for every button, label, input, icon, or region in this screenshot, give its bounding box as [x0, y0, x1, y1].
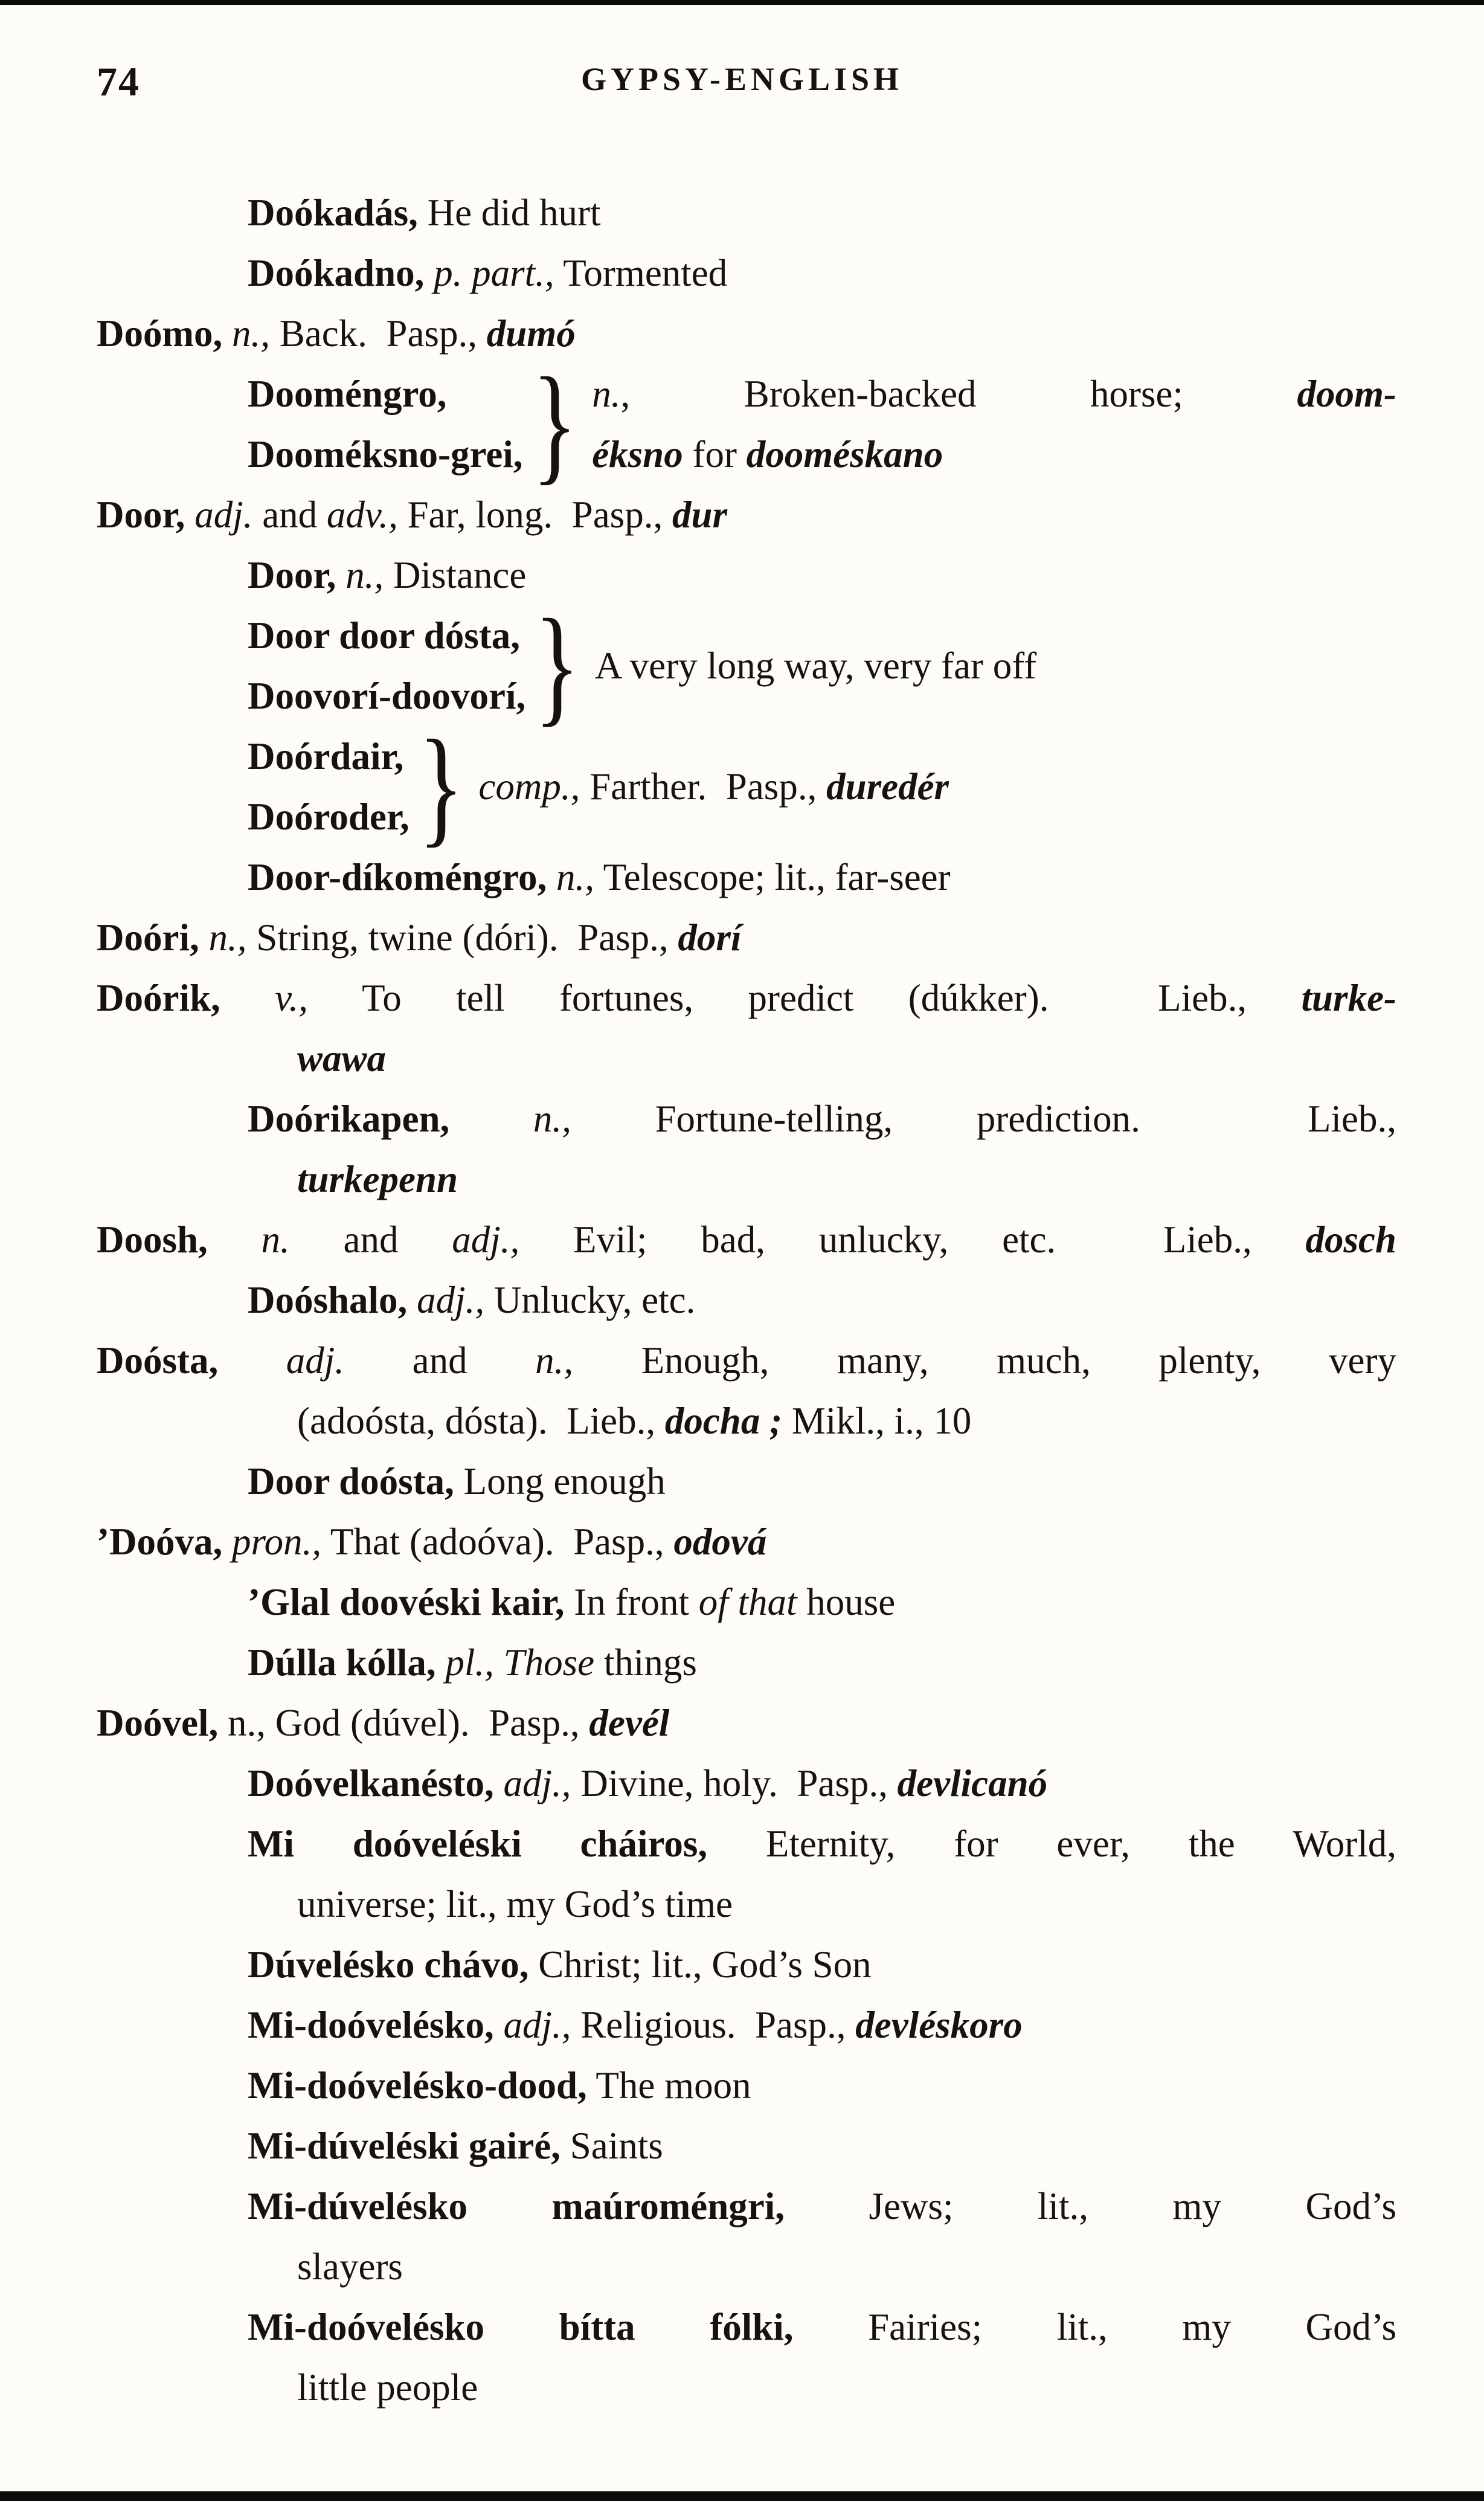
text-segment: turke- [1301, 977, 1397, 1019]
text-segment: In front [564, 1581, 699, 1623]
text-line [97, 1693, 1396, 1753]
text-line [97, 303, 1396, 364]
text-line [97, 847, 1396, 907]
text-segment: comp., [478, 765, 580, 808]
text-segment: Mi-dúveléski gairé, [248, 2125, 561, 2167]
text-segment: Those [503, 1641, 595, 1684]
text-segment: Dooméksno-grei, [248, 433, 523, 475]
curly-brace-icon: } [418, 713, 464, 859]
text-segment [494, 1641, 504, 1684]
text-line [248, 787, 410, 847]
text-segment: n., [533, 1098, 571, 1140]
page-body [97, 182, 1396, 2418]
text-segment: Door doósta, [248, 1460, 454, 1502]
brace-group [97, 713, 1396, 859]
text-segment: n. [592, 373, 621, 415]
page-number: 74 [97, 59, 140, 105]
text-segment: n., [535, 1339, 574, 1382]
text-segment: Back. Pasp., [269, 312, 487, 355]
text-segment: of that [698, 1581, 797, 1623]
text-line [97, 2297, 1396, 2357]
brace-group [97, 351, 1396, 497]
text-segment: Fairies; lit., my God’s [793, 2306, 1396, 2348]
text-segment: Religious. Pasp., [571, 2004, 856, 2046]
text-segment: A very long way, very far off [594, 645, 1037, 687]
text-segment: adj. [194, 494, 253, 536]
text-line [248, 726, 410, 787]
text-line [248, 364, 523, 424]
text-segment: n., [231, 312, 270, 355]
text-segment: Door, [248, 554, 346, 596]
text-segment: Doovorí-doovorí, [248, 675, 526, 717]
text-line [97, 1330, 1396, 1391]
text-segment: Door, [97, 494, 195, 536]
text-segment: and [344, 1339, 536, 1382]
text-line [97, 1814, 1396, 1874]
text-line [97, 1451, 1396, 1511]
text-segment: dorí [678, 916, 742, 959]
text-line [97, 1209, 1396, 1270]
brace-left-column [248, 726, 410, 847]
text-segment: dur [672, 494, 728, 536]
text-segment: n. [261, 1218, 290, 1261]
text-segment: ’Glal doovéski kair, [248, 1581, 565, 1623]
text-segment: Doóvel, [97, 1702, 219, 1744]
brace-left-column [248, 364, 523, 484]
text-segment: Far, long. Pasp., [397, 494, 672, 536]
text-line [97, 2055, 1396, 2116]
brace-right-column [592, 364, 1396, 484]
text-line [97, 1391, 1396, 1451]
text-segment: odová [673, 1521, 767, 1563]
text-segment: devléskoro [855, 2004, 1023, 2046]
text-line [248, 666, 525, 726]
text-segment: Unlucky, etc. [484, 1279, 696, 1321]
text-line [97, 1270, 1396, 1330]
text-segment: Telescope; lit., far-seer [594, 856, 951, 898]
text-line [97, 1753, 1396, 1814]
text-line [97, 2357, 1396, 2418]
scan-artifact-bottom [0, 2491, 1484, 2501]
text-line [97, 2116, 1396, 2176]
text-line [97, 1089, 1396, 1149]
text-segment: Doósta, [97, 1339, 286, 1382]
text-line [97, 2236, 1396, 2297]
text-segment: Fortune-telling, prediction. Lieb., [571, 1098, 1396, 1140]
text-segment: doom- [1297, 373, 1396, 415]
text-segment: Dúlla kólla, [248, 1641, 446, 1684]
text-segment: Doórik, [97, 977, 275, 1019]
text-segment: Doóri, [97, 916, 209, 959]
brace-left-column [248, 605, 525, 726]
text-line [97, 545, 1396, 605]
text-segment: duredér [826, 765, 949, 808]
text-segment: n., [208, 916, 247, 959]
text-segment: Doóvelkanésto, [248, 1762, 504, 1804]
brace-group [97, 593, 1396, 738]
text-segment: n., God (dúvel). Pasp., [218, 1702, 589, 1744]
text-segment: pl., [445, 1641, 494, 1684]
text-segment: devél [589, 1702, 670, 1744]
text-segment: dosch [1305, 1218, 1396, 1261]
text-segment: n., [556, 856, 594, 898]
brace-right-column [478, 756, 1396, 817]
text-segment: adv., [326, 494, 398, 536]
text-segment: He did hurt [417, 192, 601, 234]
text-line [478, 756, 1396, 817]
text-segment: Mi-doóvelésko, [248, 2004, 504, 2046]
text-segment: n., [345, 554, 384, 596]
text-segment: Doórdair, [248, 735, 404, 777]
text-segment: ’Doóva, [97, 1521, 232, 1563]
text-segment: wawa [297, 1037, 387, 1080]
text-segment: turkepenn [297, 1158, 458, 1200]
text-segment: Dooméngro, [248, 373, 447, 415]
text-line [97, 968, 1396, 1028]
text-segment: Long enough [454, 1460, 666, 1502]
text-segment: and [289, 1218, 452, 1261]
text-segment: Mi-doóvelésko bítta fólki, [248, 2306, 794, 2348]
text-segment: adj., [452, 1218, 520, 1261]
text-segment: Door door dósta, [248, 614, 520, 657]
text-line [97, 1874, 1396, 1934]
text-segment: Jews; lit., my God’s [785, 2185, 1396, 2227]
text-segment: pron., [231, 1521, 322, 1563]
text-line [97, 243, 1396, 303]
text-segment: Doóroder, [248, 796, 410, 838]
text-segment: , Broken-backed horse; [620, 373, 1297, 415]
text-line [97, 182, 1396, 243]
text-segment: slayers [297, 2245, 403, 2288]
text-segment: Distance [384, 554, 527, 596]
curly-brace-icon: } [532, 351, 577, 497]
text-segment: (adoósta, dósta). Lieb., [297, 1400, 665, 1442]
text-segment: house [797, 1581, 896, 1623]
text-segment: Saints [560, 2125, 663, 2167]
text-segment: Door-díkoméngro, [248, 856, 556, 898]
text-line [97, 907, 1396, 968]
text-segment: Mikl., i., 10 [782, 1400, 972, 1442]
text-segment: Doórikapen, [248, 1098, 533, 1140]
text-segment: Divine, holy. Pasp., [571, 1762, 898, 1804]
text-segment: Dúvelésko chávo, [248, 1943, 529, 1986]
text-line [97, 2176, 1396, 2236]
text-segment: Doóshalo, [248, 1279, 417, 1321]
text-segment: Evil; bad, unlucky, etc. Lieb., [519, 1218, 1306, 1261]
text-line [97, 1995, 1396, 2055]
text-segment: adj., [417, 1279, 485, 1321]
text-segment: Christ; lit., God’s Son [528, 1943, 872, 1986]
text-segment: devlicanó [897, 1762, 1048, 1804]
text-segment: docha ; [664, 1400, 783, 1442]
text-segment: Doókadno, [248, 252, 434, 294]
text-segment: adj. [286, 1339, 345, 1382]
text-segment: Eternity, for ever, the World, [707, 1823, 1396, 1865]
text-segment: String, twine (dóri). Pasp., [246, 916, 678, 959]
text-segment: for [683, 433, 747, 475]
text-segment: Mi doóveléski cháiros, [248, 1823, 708, 1865]
text-line [592, 424, 1396, 484]
text-line [592, 364, 1396, 424]
curly-brace-icon: } [534, 593, 580, 738]
text-line [97, 1632, 1396, 1693]
text-segment: Doómo, [97, 312, 232, 355]
text-line [595, 636, 1396, 696]
text-segment: Mi-dúvelésko maúroméngri, [248, 2185, 785, 2227]
text-segment: v., [275, 977, 308, 1019]
text-segment: Mi-doóvelésko-dood, [248, 2064, 587, 2107]
text-segment: Tormented [554, 252, 728, 294]
text-line [97, 1572, 1396, 1632]
text-segment: That (adoóva). Pasp., [321, 1521, 674, 1563]
text-segment: things [594, 1641, 697, 1684]
text-segment: Doókadás, [248, 192, 418, 234]
text-line [97, 484, 1396, 545]
text-line [97, 1028, 1396, 1089]
text-segment: The moon [586, 2064, 751, 2107]
text-segment: p. part., [434, 252, 554, 294]
text-line [97, 1149, 1396, 1209]
text-segment: adj., [503, 2004, 571, 2046]
brace-right-column [595, 636, 1396, 696]
text-segment: Enough, many, much, plenty, very [573, 1339, 1396, 1382]
text-segment: and [252, 494, 327, 536]
text-segment: little people [297, 2366, 478, 2409]
text-segment: adj., [503, 1762, 571, 1804]
text-segment: universe; lit., my God’s time [297, 1883, 733, 1925]
text-line [97, 1511, 1396, 1572]
text-segment: dooméskano [746, 433, 943, 475]
text-line [97, 1934, 1396, 1995]
text-segment: éksno [592, 433, 683, 475]
running-title: GYPSY-ENGLISH [580, 61, 904, 97]
text-line [248, 424, 523, 484]
text-segment: Farther. Pasp., [580, 765, 827, 808]
text-segment: dumó [486, 312, 576, 355]
text-line [248, 605, 525, 666]
text-segment: To tell fortunes, predict (dúkker). Lieb., [307, 977, 1302, 1019]
text-segment: Doosh, [97, 1218, 262, 1261]
page-header-row [0, 0, 1484, 112]
